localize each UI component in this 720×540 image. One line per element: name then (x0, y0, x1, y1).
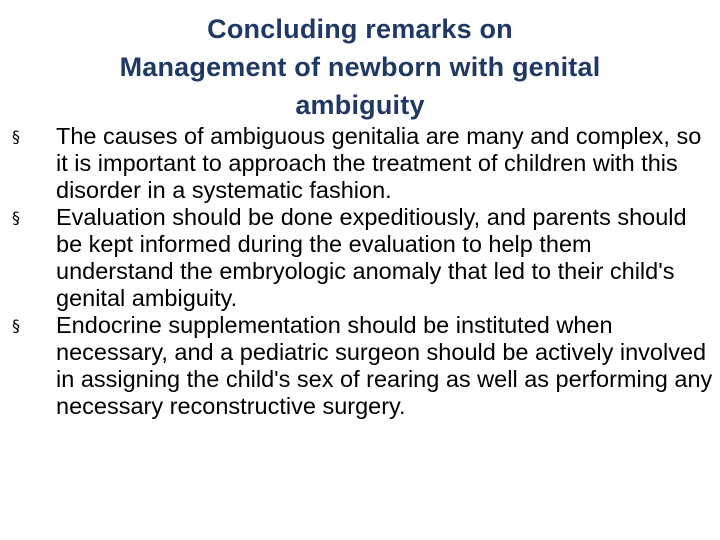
title-line-3: ambiguity (295, 90, 425, 120)
square-bullet-icon: § (12, 316, 20, 335)
square-bullet-icon: § (12, 127, 20, 146)
bullet-list (10, 123, 715, 420)
bullet-item-3 (10, 312, 715, 420)
square-bullet-icon: § (12, 208, 20, 227)
bullet-item-1 (10, 123, 715, 204)
title-line-1: Concluding remarks on (207, 14, 513, 44)
bullet-item-2 (10, 204, 715, 312)
bullet-text: Endocrine supplementation should be instituted when necessary, and a pediatric surgeon should be actively involved in assigning the child's sex of rearing as well as performing any necessary reconstructive surgery. (56, 312, 713, 419)
slide-title (40, 10, 680, 124)
title-line-2: Management of newborn with genital (119, 52, 601, 82)
bullet-text: Evaluation should be done expeditiously, and parents should be kept informed during the evaluation to help them understand the embryologic anomaly that led to their child's genital ambiguity. (56, 204, 687, 311)
bullet-text: The causes of ambiguous genitalia are many and complex, so it is important to approach the treatment of children with this disorder in a systematic fashion. (56, 123, 702, 203)
